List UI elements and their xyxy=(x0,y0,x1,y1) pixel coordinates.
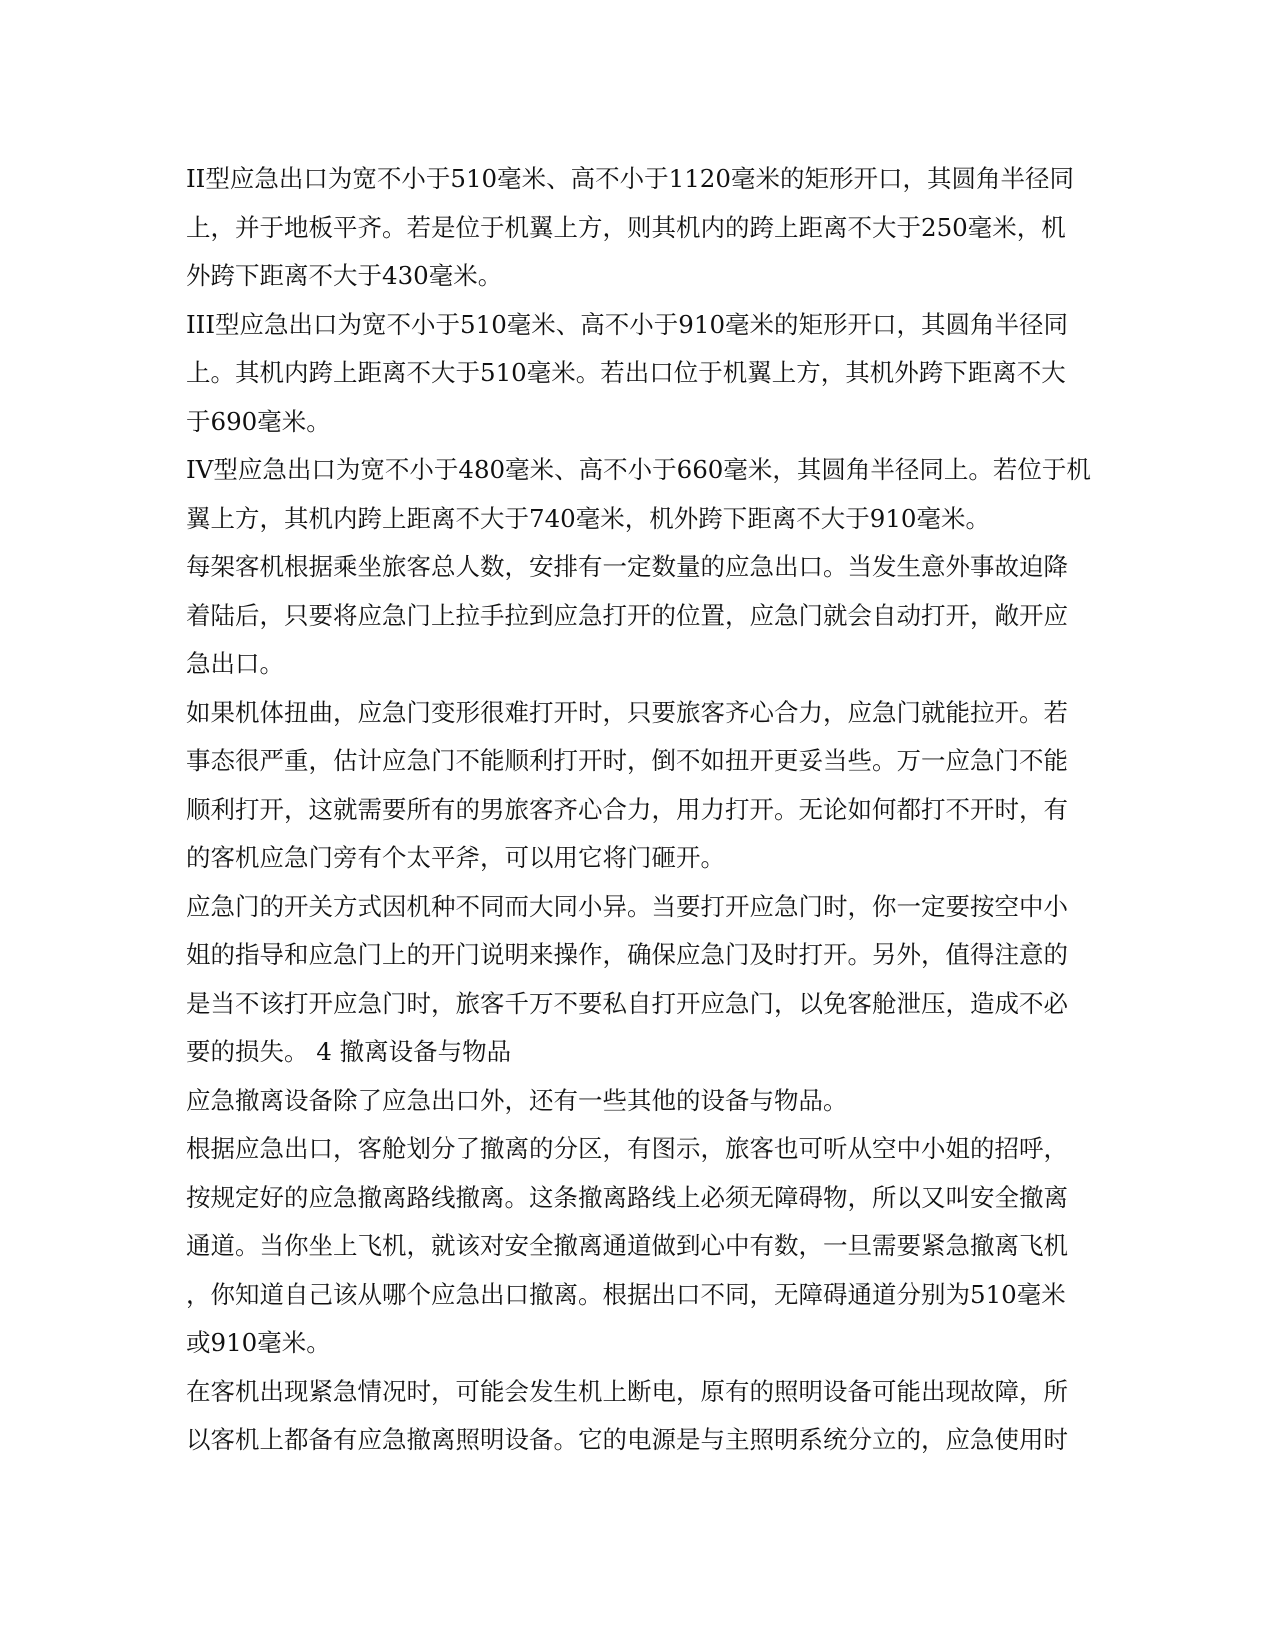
document-body xyxy=(186,155,1091,1465)
text-line: 以客机上都备有应急撤离照明设备。它的电源是与主照明系统分立的，应急使用时 xyxy=(186,1425,1068,1454)
text-line: 顺利打开，这就需要所有的男旅客齐心合力，用力打开。无论如何都打不开时，有 xyxy=(186,794,1068,824)
text-line: 要的损失。 4 撤离设备与物品 xyxy=(186,1037,512,1066)
text-line: 上，并于地板平齐。若是位于机翼上方，则其机内的跨上距离不大于250毫米，机 xyxy=(186,212,1066,242)
text-line: 外跨下距离不大于430毫米。 xyxy=(186,261,503,290)
text-line: 如果机体扭曲，应急门变形很难打开时，只要旅客齐心合力，应急门就能拉开。若 xyxy=(186,697,1068,727)
text-line: 应急门的开关方式因机种不同而大同小异。当要打开应急门时，你一定要按空中小 xyxy=(186,891,1068,921)
text-line: 急出口。 xyxy=(186,649,284,678)
text-line: 的客机应急门旁有个太平斧，可以用它将门砸开。 xyxy=(186,843,725,872)
text-line: III型应急出口为宽不小于510毫米、高不小于910毫米的矩形开口，其圆角半径同 xyxy=(186,309,1069,339)
text-line: IV型应急出口为宽不小于480毫米、高不小于660毫米，其圆角半径同上。若位于机 xyxy=(186,455,1091,484)
text-line: 着陆后，只要将应急门上拉手拉到应急打开的位置，应急门就会自动打开，敞开应 xyxy=(186,600,1068,630)
text-line: 是当不该打开应急门时，旅客千万不要私自打开应急门，以免客舱泄压，造成不必 xyxy=(186,988,1068,1018)
text-line: 应急撤离设备除了应急出口外，还有一些其他的设备与物品。 xyxy=(186,1085,848,1115)
text-line: 事态很严重，估计应急门不能顺利打开时，倒不如扭开更妥当些。万一应急门不能 xyxy=(186,746,1068,775)
text-line: 在客机出现紧急情况时，可能会发生机上断电，原有的照明设备可能出现故障，所 xyxy=(186,1376,1068,1406)
text-line: II型应急出口为宽不小于510毫米、高不小于1120毫米的矩形开口，其圆角半径同 xyxy=(186,164,1074,193)
text-line: 通道。当你坐上飞机，就该对安全撤离通道做到心中有数，一旦需要紧急撤离飞机 xyxy=(186,1231,1068,1260)
text-line: ，你知道自己该从哪个应急出口撤离。根据出口不同，无障碍通道分别为510毫米 xyxy=(186,1279,1066,1309)
text-line: 于690毫米。 xyxy=(186,406,331,436)
text-line: 按规定好的应急撤离路线撤离。这条撤离路线上必须无障碍物，所以又叫安全撤离 xyxy=(186,1182,1068,1212)
text-line: 根据应急出口，客舱划分了撤离的分区，有图示，旅客也可听从空中小姐的招呼， xyxy=(186,1134,1068,1163)
text-line: 翼上方，其机内跨上距离不大于740毫米，机外跨下距离不大于910毫米。 xyxy=(186,503,991,533)
text-line: 每架客机根据乘坐旅客总人数，安排有一定数量的应急出口。当发生意外事故迫降 xyxy=(186,552,1068,581)
text-line: 或910毫米。 xyxy=(186,1328,331,1357)
text-line: 上。其机内跨上距离不大于510毫米。若出口位于机翼上方，其机外跨下距离不大 xyxy=(186,358,1066,387)
text-line: 姐的指导和应急门上的开门说明来操作，确保应急门及时打开。另外，值得注意的 xyxy=(186,940,1068,969)
